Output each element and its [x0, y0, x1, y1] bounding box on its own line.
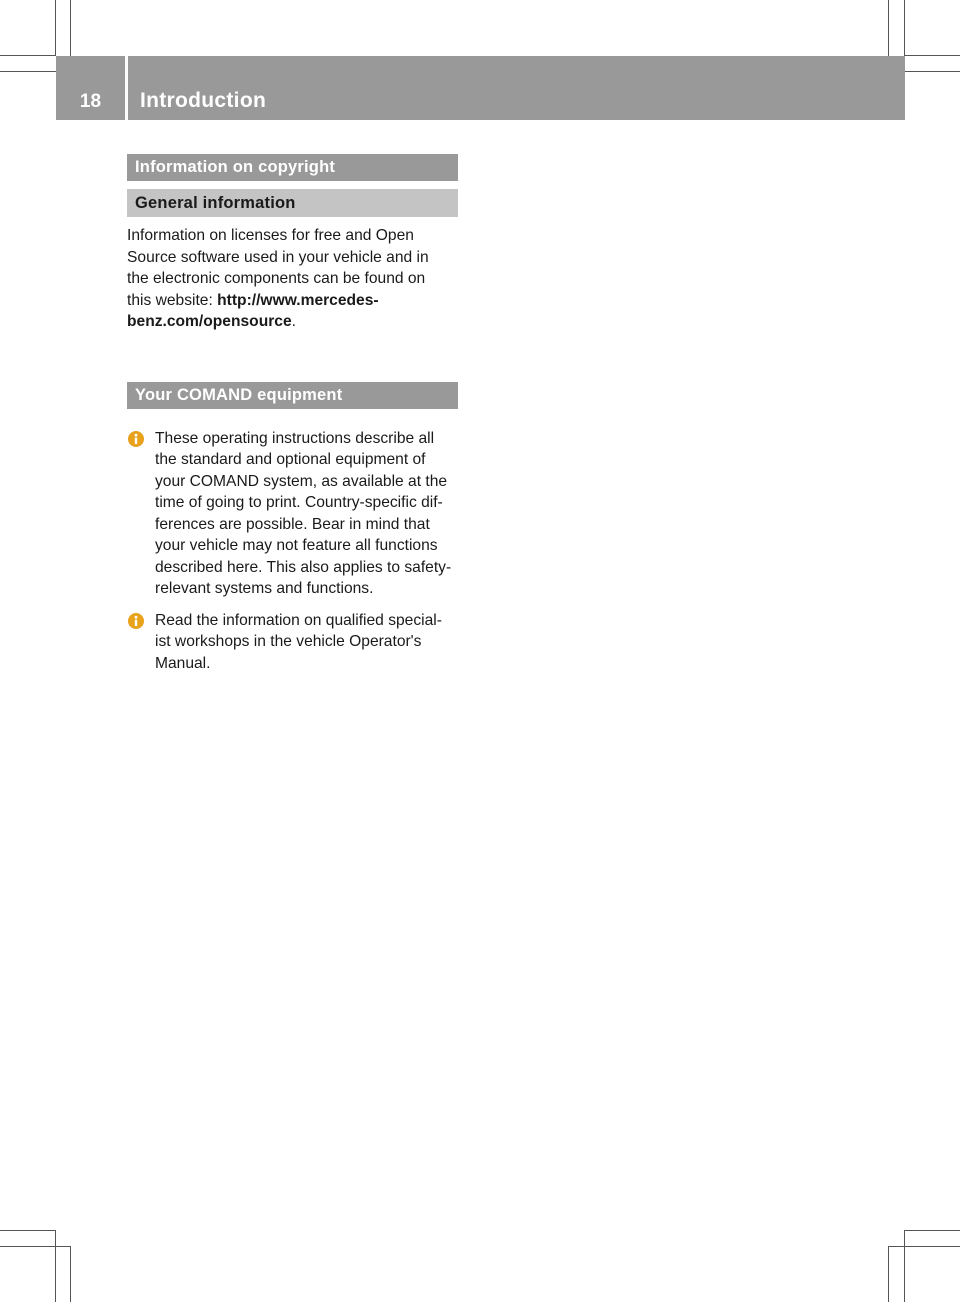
note-line: your COMAND system, as available at the [155, 472, 448, 490]
info-note [127, 428, 458, 600]
info-icon [128, 613, 144, 629]
note-line: your vehicle may not feature all functions [155, 537, 438, 554]
opensource-link-part2[interactable]: benz.com/opensource [127, 313, 292, 330]
note-line: relevant systems and functions. [155, 580, 374, 597]
crop-mark-bottom-left-horizontal [0, 1246, 71, 1247]
content-column [127, 154, 458, 674]
note-line: Read the information on qualified special- [155, 611, 442, 629]
info-icon [128, 431, 144, 447]
copyright-lead-text: this website: [127, 291, 218, 309]
crop-mark-top-left-vertical [70, 0, 71, 56]
crop-mark-bottom-right-vertical [904, 1230, 905, 1302]
copyright-line: the electronic components can be found on [127, 270, 426, 287]
crop-mark-top-left-vertical [55, 0, 56, 56]
copyright-line: Information on licenses for free and Open [127, 227, 414, 244]
opensource-link-part1[interactable]: http://www.mercedes- [217, 291, 379, 309]
crop-mark-bottom-left-vertical [55, 1230, 56, 1302]
crop-mark-bottom-right-horizontal [904, 1230, 960, 1231]
copyright-line-with-link [127, 290, 458, 312]
crop-mark-bottom-left-vertical [70, 1246, 71, 1302]
crop-mark-top-right-horizontal [905, 55, 960, 56]
section-heading-copyright: Information on copyright [127, 154, 458, 181]
copyright-end-punctuation: . [291, 313, 296, 330]
crop-mark-top-right-horizontal [905, 71, 960, 72]
page-number: 18 [79, 91, 102, 112]
crop-mark-bottom-left-horizontal [0, 1230, 56, 1231]
section-heading-comand-equipment: Your COMAND equipment [127, 382, 458, 409]
note-line: described here. This also applies to safety- [155, 558, 452, 576]
note-line: the standard and optional equipment of [155, 451, 426, 468]
header-divider [125, 56, 128, 120]
crop-mark-top-right-vertical [888, 0, 889, 56]
note-line: These operating instructions describe all [155, 429, 435, 447]
crop-mark-top-right-vertical [904, 0, 905, 56]
crop-mark-bottom-right-vertical [888, 1246, 889, 1302]
crop-mark-top-left-horizontal [0, 55, 56, 56]
crop-mark-top-left-horizontal [0, 71, 56, 72]
note-line: ist workshops in the vehicle Operator's [155, 633, 422, 650]
note-line: Manual. [155, 654, 211, 672]
copyright-line-with-link [127, 311, 458, 333]
subsection-heading-general-information: General information [127, 189, 458, 217]
info-note [127, 610, 458, 675]
chapter-title: Introduction [140, 89, 267, 112]
crop-mark-bottom-right-horizontal [888, 1246, 960, 1247]
copyright-line: Source software used in your vehicle and in [127, 248, 429, 266]
copyright-paragraph [127, 225, 458, 333]
note-line: ferences are possible. Bear in mind that [155, 515, 430, 533]
note-line: time of going to print. Country-specific dif- [155, 494, 443, 511]
